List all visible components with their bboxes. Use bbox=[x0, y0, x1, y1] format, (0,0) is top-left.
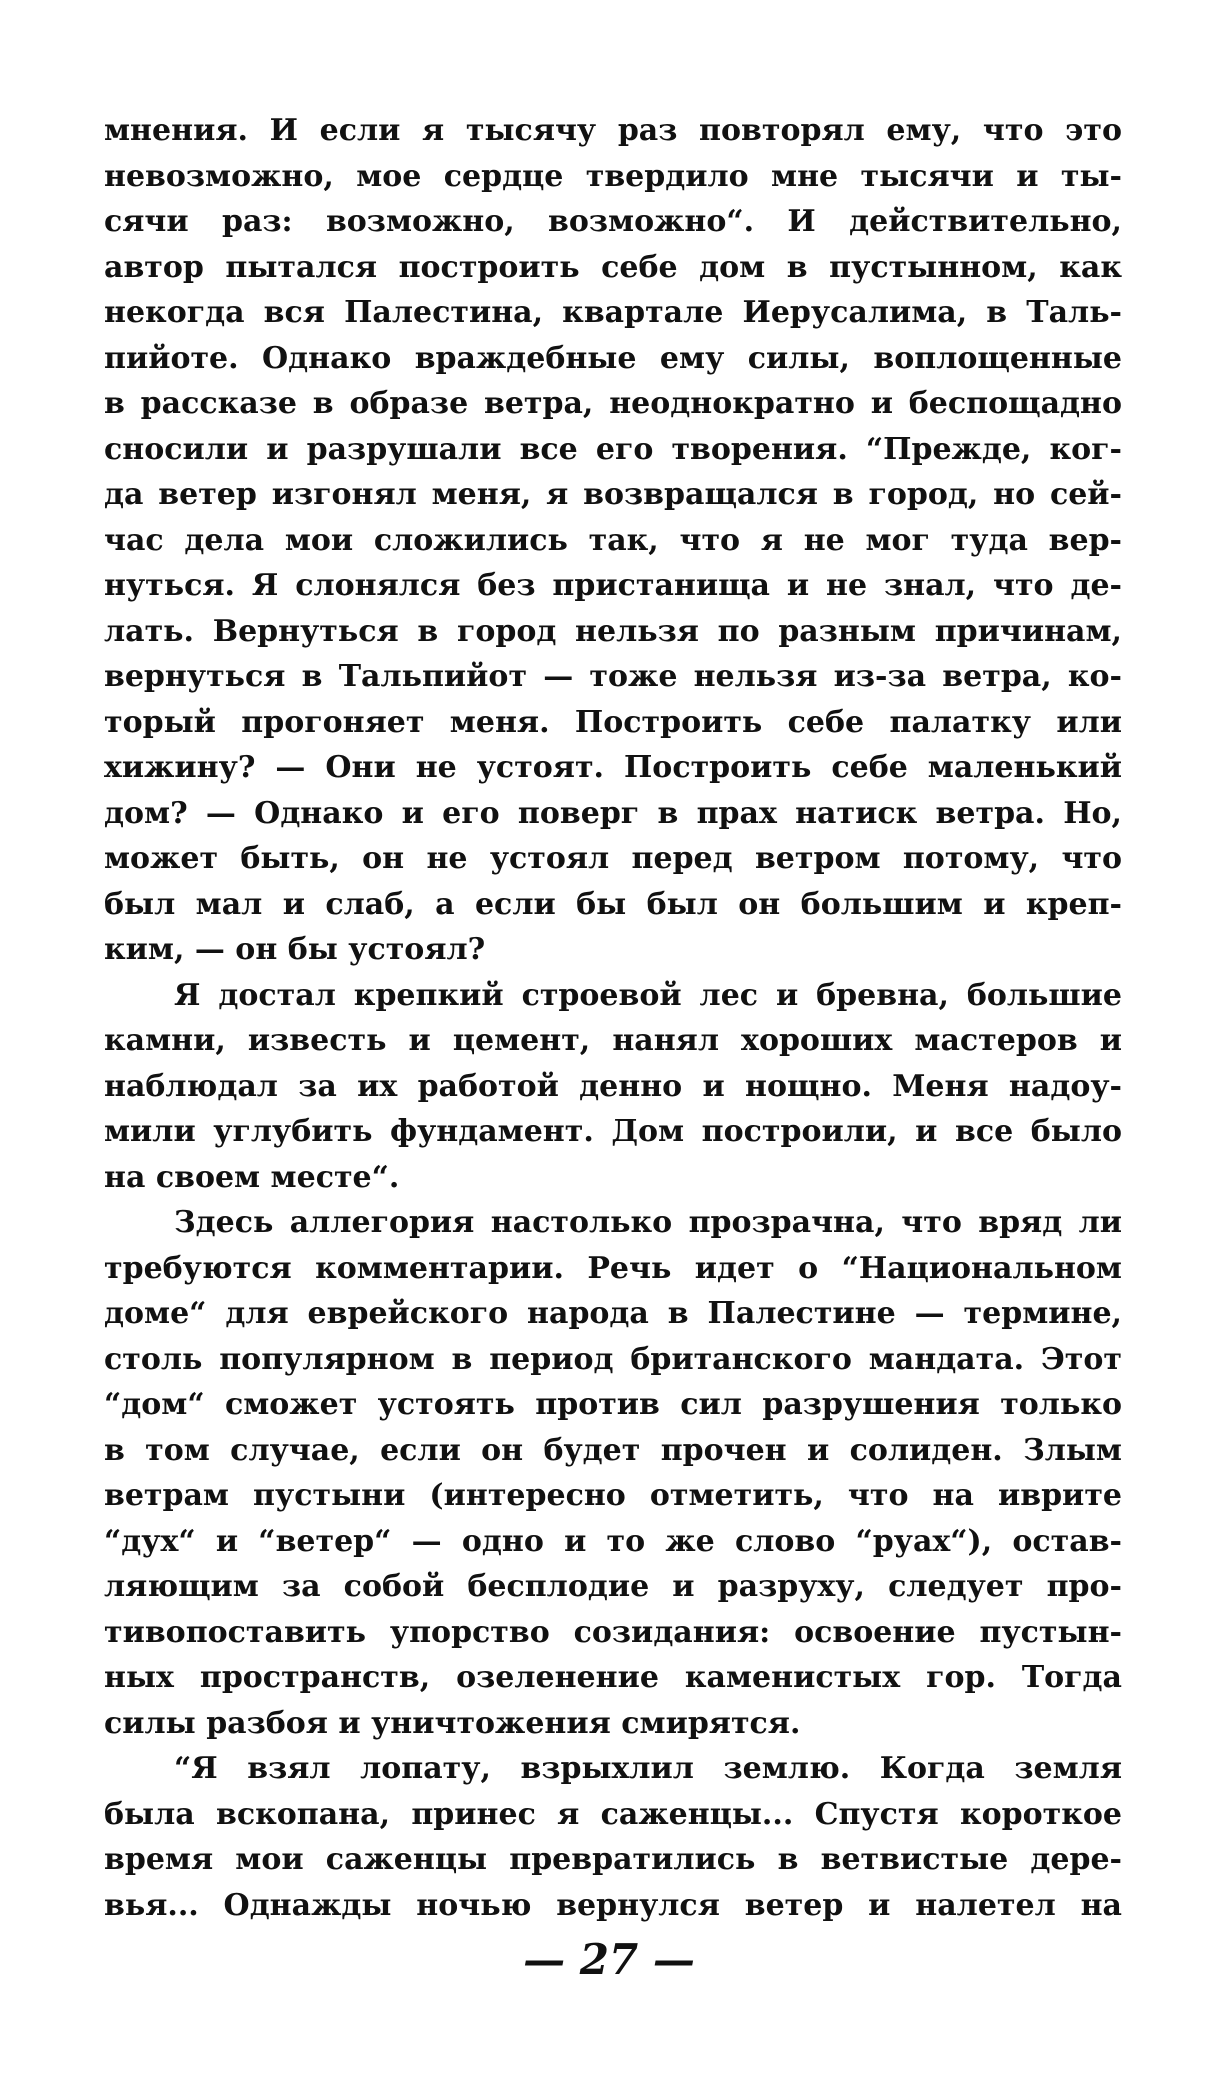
text-line: мнения. И если я тысячу раз повторял ему, что это bbox=[104, 113, 1122, 148]
text-line: ким, — он бы устоял? bbox=[104, 932, 486, 967]
text-line: силы разбоя и уничтожения смирятся. bbox=[104, 1705, 801, 1741]
text-line: некогда вся Палестина, квартале Иерусалима, в Таль- bbox=[104, 295, 1122, 330]
text-line: хижину? — Они не устоят. Построить себе маленький bbox=[104, 750, 1122, 785]
text-line: наблюдал за их работой денно и нощно. Меня надоу- bbox=[104, 1068, 1122, 1104]
text-line: вернуться в Тальпийот — тоже нельзя из-за ветра, ко- bbox=[104, 659, 1122, 694]
text-line: на своем месте“. bbox=[104, 1159, 400, 1195]
text-line: доме“ для еврейского народа в Палестине — термине, bbox=[104, 1296, 1122, 1331]
text-line: невозможно, мое сердце твердило мне тысячи и ты- bbox=[104, 158, 1122, 194]
text-line: пийоте. Однако враждебные ему силы, воплощенные bbox=[104, 340, 1122, 376]
text-line: лать. Вернуться в город нельзя по разным причинам, bbox=[104, 613, 1122, 649]
paragraph bbox=[104, 108, 1122, 973]
text-line: вья... Однажды ночью вернулся ветер и налетел на bbox=[104, 1887, 1122, 1923]
text-line: столь популярном в период британского мандата. Этот bbox=[104, 1341, 1122, 1377]
text-line: Я достал крепкий строевой лес и бревна, большие bbox=[174, 977, 1122, 1013]
text-line: камни, известь и цемент, нанял хороших мастеров и bbox=[104, 1023, 1122, 1058]
text-line: в том случае, если он будет прочен и солиден. Злым bbox=[104, 1432, 1122, 1468]
text-line: может быть, он не устоял перед ветром потому, что bbox=[104, 841, 1122, 876]
text-line: нуться. Я слонялся без пристанища и не знал, что де- bbox=[104, 568, 1122, 603]
text-line: сячи раз: возможно, возможно“. И действительно, bbox=[104, 204, 1122, 239]
paragraph bbox=[104, 1746, 1122, 1928]
text-line: мили углубить фундамент. Дом построили, и все было bbox=[104, 1114, 1122, 1149]
paragraph bbox=[104, 1200, 1122, 1746]
text-line: в рассказе в образе ветра, неоднократно и беспощадно bbox=[104, 386, 1122, 421]
text-line: Здесь аллегория настолько прозрачна, что вряд ли bbox=[174, 1205, 1122, 1240]
text-line: дом? — Однако и его поверг в прах натиск ветра. Но, bbox=[104, 795, 1122, 831]
page-number: — 27 — bbox=[523, 1935, 695, 1984]
text-line: тивопоставить упорство созидания: освоение пустын- bbox=[104, 1614, 1122, 1650]
text-line: “дух“ и “ветер“ — одно и то же слово “руах“), остав- bbox=[104, 1523, 1122, 1559]
text-line: требуются комментарии. Речь идет о “Национальном bbox=[104, 1250, 1122, 1286]
text-line: ветрам пустыни (интересно отметить, что на иврите bbox=[104, 1478, 1122, 1513]
text-line: ных пространств, озеленение каменистых гор. Тогда bbox=[104, 1660, 1122, 1695]
text-line: торый прогоняет меня. Построить себе палатку или bbox=[104, 704, 1122, 740]
page-body bbox=[104, 108, 1122, 1928]
paragraph bbox=[104, 973, 1122, 1201]
text-line: да ветер изгонял меня, я возвращался в город, но сей- bbox=[104, 477, 1122, 512]
text-line: была вскопана, принес я саженцы... Спустя короткое bbox=[104, 1796, 1122, 1832]
text-line: “Я взял лопату, взрыхлил землю. Когда земля bbox=[174, 1751, 1122, 1786]
text-line: автор пытался построить себе дом в пустынном, как bbox=[104, 249, 1122, 285]
text-line: ляющим за собой бесплодие и разруху, следует про- bbox=[104, 1569, 1122, 1604]
text-line: время мои саженцы превратились в ветвистые дере- bbox=[104, 1842, 1122, 1877]
text-line: был мал и слаб, а если бы был он большим и креп- bbox=[104, 886, 1122, 922]
text-line: сносили и разрушали все его творения. “Прежде, ког- bbox=[104, 431, 1122, 467]
text-line: час дела мои сложились так, что я не мог туда вер- bbox=[104, 522, 1122, 558]
text-line: “дом“ сможет устоять против сил разрушения только bbox=[104, 1387, 1122, 1422]
